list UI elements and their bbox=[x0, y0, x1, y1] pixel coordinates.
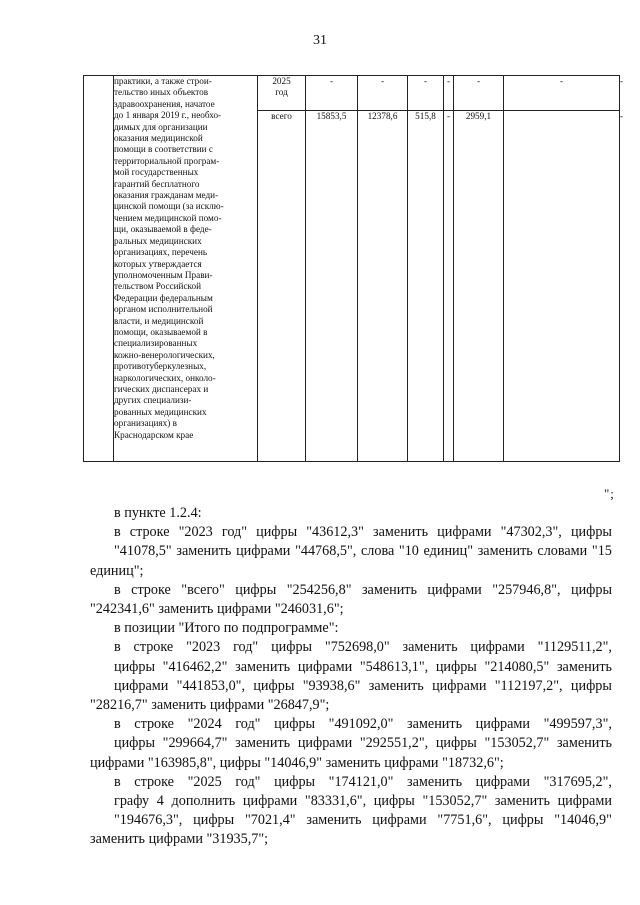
word: в bbox=[114, 581, 121, 598]
description-line: кожно-венерологических, bbox=[114, 349, 215, 360]
description-line: органом исполнительной bbox=[114, 304, 213, 315]
word: в bbox=[114, 716, 121, 733]
word: "416462,2" bbox=[162, 658, 228, 675]
description-cell bbox=[114, 76, 258, 462]
description-line: гических диспансерах и bbox=[114, 383, 209, 394]
word: цифрами bbox=[475, 773, 530, 790]
word: "153052,7" bbox=[484, 735, 550, 752]
text-line bbox=[90, 773, 612, 792]
value-cell: 12378,6 bbox=[358, 111, 408, 462]
word: "44768,5", bbox=[295, 543, 357, 560]
word: заменить bbox=[325, 754, 381, 771]
text-line bbox=[90, 562, 612, 581]
word: цифрами bbox=[372, 812, 427, 829]
word: заменить bbox=[407, 773, 463, 790]
word: "7021,4" bbox=[244, 812, 296, 829]
word: 1.2.4: bbox=[169, 505, 202, 521]
value-cell: 515,8 bbox=[408, 111, 444, 462]
word: цифрами bbox=[297, 735, 353, 752]
text-line bbox=[90, 619, 612, 638]
page-number: 31 bbox=[313, 33, 327, 48]
word: "14046,9" bbox=[554, 812, 612, 829]
description-line: оказания медицинской bbox=[114, 133, 203, 144]
value-cell: - bbox=[358, 76, 408, 111]
word: заменить bbox=[477, 543, 533, 560]
word: "93938,6" bbox=[302, 677, 361, 694]
value-cell: 2959,1 bbox=[454, 111, 504, 462]
value-cell: - bbox=[444, 111, 454, 462]
word: цифрами bbox=[427, 581, 482, 598]
value-cell: - bbox=[504, 76, 620, 111]
word: "31935,7"; bbox=[206, 831, 269, 848]
word: цифры bbox=[114, 735, 156, 752]
word: в bbox=[114, 524, 121, 541]
description-line: помощи в соответствии с bbox=[114, 144, 213, 155]
word: "499597,3", bbox=[543, 716, 612, 733]
text-line bbox=[90, 658, 612, 677]
text-line bbox=[90, 677, 612, 696]
text-line bbox=[90, 542, 612, 561]
word: 4 bbox=[156, 793, 164, 810]
description-line: мой государственных bbox=[114, 167, 199, 178]
description-line: щи, оказываемой в феде- bbox=[114, 224, 212, 235]
word: в bbox=[114, 620, 121, 637]
word: цифры bbox=[373, 793, 415, 810]
word: цифры bbox=[253, 677, 295, 694]
word: "752698,0" bbox=[324, 639, 390, 656]
word: дополнить bbox=[171, 793, 236, 810]
word: заменить bbox=[368, 677, 424, 694]
description-line: тельством Российской bbox=[114, 281, 202, 292]
word: цифры bbox=[114, 658, 156, 675]
word: "2023 bbox=[178, 524, 213, 541]
description-line: до 1 января 2019 г., необхо- bbox=[114, 110, 222, 121]
text-line bbox=[90, 600, 612, 619]
word: цифрами bbox=[470, 639, 525, 656]
word: "2023 bbox=[186, 639, 221, 656]
value-cell bbox=[504, 111, 620, 462]
text-line bbox=[90, 715, 612, 734]
table-row: практики, а также строи- тельство иных объектов здравоохранения, начатое до 1 января 2019 г., необхо- димых для организации оказания медицинской помощи в соответствии с территориальной програм- мой государственных гарантий бесплатного оказания гражданам меди- цинской помощи (за исклю- чением медицинской помо- щи, оказываемой в феде- ральных медицинских организациях, перечень которых утверждается уполномоченным Прави- тельством Российской Федерации федеральным органом исполнительной власти, и медицинской помощи, оказываемой в специализированных кожно-венерологических, противотуберкулезных, наркологических, онколо- гических диспансерах и других специализи- рованных медицинских организациях) в Краснодарском крае 2025 год - - - - - - - bbox=[84, 76, 620, 111]
word: "548613,1", bbox=[359, 658, 429, 675]
word: цифрами bbox=[209, 697, 265, 714]
word: цифрами bbox=[148, 831, 203, 848]
word: "15 bbox=[591, 543, 612, 560]
word: цифры bbox=[271, 639, 313, 656]
word: "163985,8", bbox=[147, 754, 217, 771]
word: цифрами bbox=[437, 524, 492, 541]
text-line bbox=[90, 830, 612, 849]
word: единиц"; bbox=[90, 562, 144, 579]
word: "47302,3", bbox=[500, 524, 562, 541]
description-line: уполномоченным Прави- bbox=[114, 269, 213, 280]
description-line: специализированных bbox=[114, 338, 198, 349]
word: цифрами bbox=[236, 543, 291, 560]
row-number-cell bbox=[84, 76, 114, 462]
word: цифры bbox=[570, 677, 612, 694]
description-line: других специализи- bbox=[114, 395, 192, 406]
word: "242341,6" bbox=[90, 601, 155, 618]
word: цифрами bbox=[475, 716, 530, 733]
word: цифры bbox=[570, 581, 612, 598]
text-line bbox=[90, 581, 612, 600]
word: графу bbox=[114, 793, 150, 810]
word: "всего" bbox=[181, 581, 225, 598]
text-line bbox=[90, 696, 612, 715]
description-line: помощи, оказываемой в bbox=[114, 326, 208, 337]
text-line bbox=[90, 504, 612, 523]
word: заменить bbox=[151, 697, 207, 714]
text-line bbox=[90, 734, 612, 753]
description-line: организациях) в bbox=[114, 418, 177, 429]
word: "Итого bbox=[178, 620, 221, 637]
value-cell: - bbox=[444, 76, 454, 111]
word: строке bbox=[134, 773, 174, 790]
word: цифры bbox=[256, 524, 298, 541]
description-line: здравоохранения, начатое bbox=[114, 98, 215, 109]
word: заменить bbox=[402, 639, 458, 656]
description-line: цинской помощи (за исклю- bbox=[114, 201, 224, 212]
word: "83331,6", bbox=[304, 793, 367, 810]
word: цифрами bbox=[384, 754, 439, 771]
amendment-text bbox=[90, 504, 612, 850]
word: год" bbox=[233, 639, 259, 656]
word: "28216,7" bbox=[90, 697, 148, 714]
word: цифрами bbox=[242, 793, 298, 810]
word: строке bbox=[134, 716, 174, 733]
word: "26847,9"; bbox=[267, 697, 330, 714]
word: "491092,0" bbox=[328, 716, 394, 733]
word: цифры bbox=[274, 716, 316, 733]
description-line: организациях, перечень bbox=[114, 247, 208, 258]
description-line: практики, а также строи- bbox=[114, 76, 212, 86]
word: "2025 bbox=[187, 773, 222, 790]
word: "10 bbox=[398, 543, 419, 560]
word: год" bbox=[235, 773, 261, 790]
word: заменить bbox=[556, 658, 612, 675]
word: цифры bbox=[219, 754, 261, 771]
word: заменить bbox=[494, 793, 550, 810]
description-line: ральных медицинских bbox=[114, 235, 202, 246]
word: в bbox=[114, 639, 121, 656]
period-label: год bbox=[275, 87, 288, 97]
word: цифры bbox=[274, 773, 316, 790]
description-line: гарантий бесплатного bbox=[114, 178, 200, 189]
word: "112197,2", bbox=[494, 677, 563, 694]
description-line: Федерации федеральным bbox=[114, 292, 213, 303]
word: слова bbox=[360, 543, 395, 560]
word: заменить bbox=[90, 831, 146, 848]
word: строке bbox=[129, 524, 170, 541]
period-label: всего bbox=[271, 111, 292, 121]
word: заменить bbox=[407, 716, 463, 733]
word: строке bbox=[131, 581, 171, 598]
word: "214080,5" bbox=[484, 658, 550, 675]
word: по bbox=[223, 620, 239, 637]
text-line bbox=[90, 792, 612, 811]
word: "257946,8", bbox=[492, 581, 561, 598]
word: заменить bbox=[556, 735, 612, 752]
description-line: димых для организации bbox=[114, 121, 208, 132]
word: цифрами bbox=[216, 601, 272, 618]
word: цифрами bbox=[557, 793, 612, 810]
word: "153052,7" bbox=[422, 793, 488, 810]
word: "1129511,2", bbox=[537, 639, 612, 656]
word: позиции bbox=[124, 620, 175, 637]
value-cell: 15853,5 bbox=[306, 111, 358, 462]
word: "7751,6", bbox=[437, 812, 492, 829]
description-line: оказания гражданам меди- bbox=[114, 190, 219, 201]
text-line bbox=[90, 523, 612, 542]
word: цифры bbox=[502, 812, 544, 829]
word: "299664,7" bbox=[162, 735, 228, 752]
word: цифрами bbox=[297, 658, 353, 675]
word: словами bbox=[537, 543, 588, 560]
word: "254256,8" bbox=[286, 581, 352, 598]
description-line: власти, и медицинской bbox=[114, 315, 204, 326]
word: "14046,9" bbox=[264, 754, 323, 771]
word: пункте bbox=[124, 505, 166, 521]
description-line: чением медицинской помо- bbox=[114, 212, 222, 223]
word: заменить bbox=[176, 543, 232, 560]
word: заменить bbox=[361, 581, 417, 598]
description-line: наркологических, онколо- bbox=[114, 372, 216, 383]
text-line bbox=[90, 638, 612, 657]
word: в bbox=[114, 505, 121, 521]
value-cell: - bbox=[408, 76, 444, 111]
word: цифрами bbox=[90, 754, 145, 771]
word: "43612,3" bbox=[306, 524, 364, 541]
word: заменить bbox=[158, 601, 214, 618]
word: подпрограмме": bbox=[241, 620, 339, 637]
word: "18732,6"; bbox=[442, 754, 504, 771]
word: "292551,2", bbox=[359, 735, 429, 752]
word: цифрами bbox=[114, 677, 169, 694]
word: "246031,6"; bbox=[274, 601, 344, 618]
value-cell: - bbox=[454, 76, 504, 111]
description-line: рованных медицинских bbox=[114, 406, 207, 417]
word: заменить bbox=[235, 658, 291, 675]
word: год" bbox=[235, 716, 261, 733]
table-row: всего 15853,5 12378,6 515,8 - 2959,1 - bbox=[84, 111, 620, 462]
period-cell bbox=[258, 111, 306, 462]
word: "317695,2", bbox=[543, 773, 612, 790]
word: заменить bbox=[306, 812, 362, 829]
budget-table bbox=[83, 75, 624, 462]
description-line: которых утверждается bbox=[114, 258, 202, 269]
word: "2024 bbox=[187, 716, 222, 733]
word: цифры bbox=[235, 581, 277, 598]
word: цифрами bbox=[432, 677, 487, 694]
word: в bbox=[114, 773, 121, 790]
word: цифры bbox=[435, 735, 477, 752]
value-cell: - bbox=[306, 76, 358, 111]
word: "194676,3", bbox=[114, 812, 183, 829]
word: цифры bbox=[570, 524, 612, 541]
word: заменить bbox=[373, 524, 429, 541]
description-line: тельство иных объектов bbox=[114, 87, 209, 98]
text-line bbox=[90, 811, 612, 830]
description-line: Краснодарском крае bbox=[114, 429, 194, 440]
text-line bbox=[90, 754, 612, 773]
description-line: территориальной програм- bbox=[114, 155, 220, 166]
word: "41078,5" bbox=[114, 543, 172, 560]
word: "174121,0" bbox=[328, 773, 394, 790]
word: заменить bbox=[235, 735, 291, 752]
table-body bbox=[84, 76, 624, 462]
word: "441853,0", bbox=[176, 677, 246, 694]
period-label: 2025 bbox=[272, 76, 291, 86]
description-line: противотуберкулезных, bbox=[114, 361, 207, 372]
word: год" bbox=[221, 524, 248, 541]
word: цифры bbox=[435, 658, 477, 675]
word: единиц" bbox=[423, 543, 474, 560]
closing-quote: "; bbox=[604, 486, 615, 501]
word: цифры bbox=[193, 812, 235, 829]
period-cell bbox=[258, 76, 306, 111]
word: строке bbox=[133, 639, 174, 656]
